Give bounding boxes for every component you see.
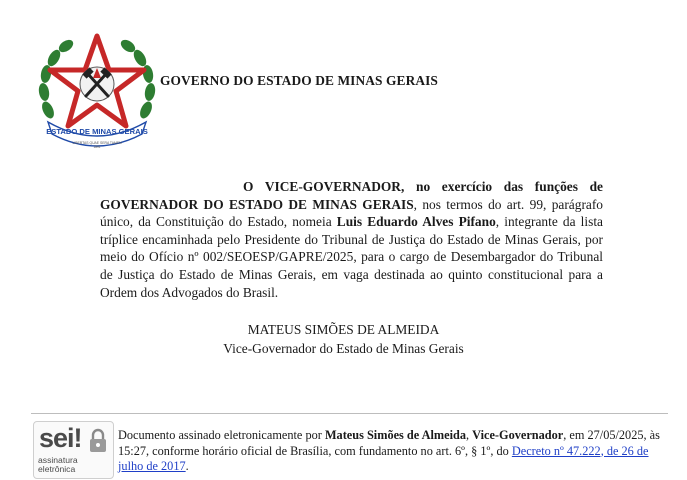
sei-caption [38,456,78,475]
footer-text-part-4: . [185,459,189,473]
footer-text-part-2: , [466,428,473,442]
footer-divider [31,413,668,414]
seal-ribbon-text: ESTADO DE MINAS GERAIS [46,127,148,136]
sei-caption-line-1: assinatura [38,455,78,465]
government-title: GOVERNO DO ESTADO DE MINAS GERAIS [160,73,438,88]
footer-signer-name: Mateus Simões de Almeida [324,428,467,442]
footer-signer-role: Vice-Governador [472,428,564,442]
signer-role: Vice-Governador do Estado de Minas Gerais [223,341,464,356]
appointee-name: Luis Eduardo Alves Pifano [336,214,496,230]
electronic-signature-note [118,428,666,475]
act-text-part-2: , integrante da lista tríplice encaminhada pelo Presidente do Tribunal de Justiça do Estado de Minas Gerais, por meio do Ofício nº 002/SEOESP/GAPRE/2025, para o cargo de Desembargador do Tribunal de Justiça do Estado de Minas Gerais, em vaga destinada ao quinto constitucional para a Ordem dos Advogados do Brasil. [100,214,603,300]
document-header [36,30,656,150]
footer-text-part-3: , em 27/05/2025, às 15:27, conforme horário oficial de Brasília, com fundamento no art. 6º, § 1º, do [118,428,660,458]
act-lead: O VICE-GOVERNADOR, no exercício das funções de GOVERNADOR DO ESTADO DE MINAS GERAIS [100,179,603,212]
seal-date: 1891 [93,145,101,148]
decree-link[interactable]: Decreto nº 47.222, de 26 de julho de 2017 [118,443,649,473]
sei-signature-badge [33,421,114,479]
act-text-part-1: , nos termos do art. 99, parágrafo único, da Constituição do Estado, nomeia [100,196,603,230]
lock-icon [88,428,108,454]
state-coat-of-arms [36,30,158,148]
seal-small-text: LIBERTAS QUAE SERA TAMEN [72,141,122,145]
sei-logo: sei! [39,423,82,453]
signer-name: MATEUS SIMÕES DE ALMEIDA [247,322,440,337]
footer-text-part-1: Documento assinado eletronicamente por [118,428,325,442]
act-text [100,178,603,301]
sei-caption-line-2: eletrônica [38,464,76,475]
